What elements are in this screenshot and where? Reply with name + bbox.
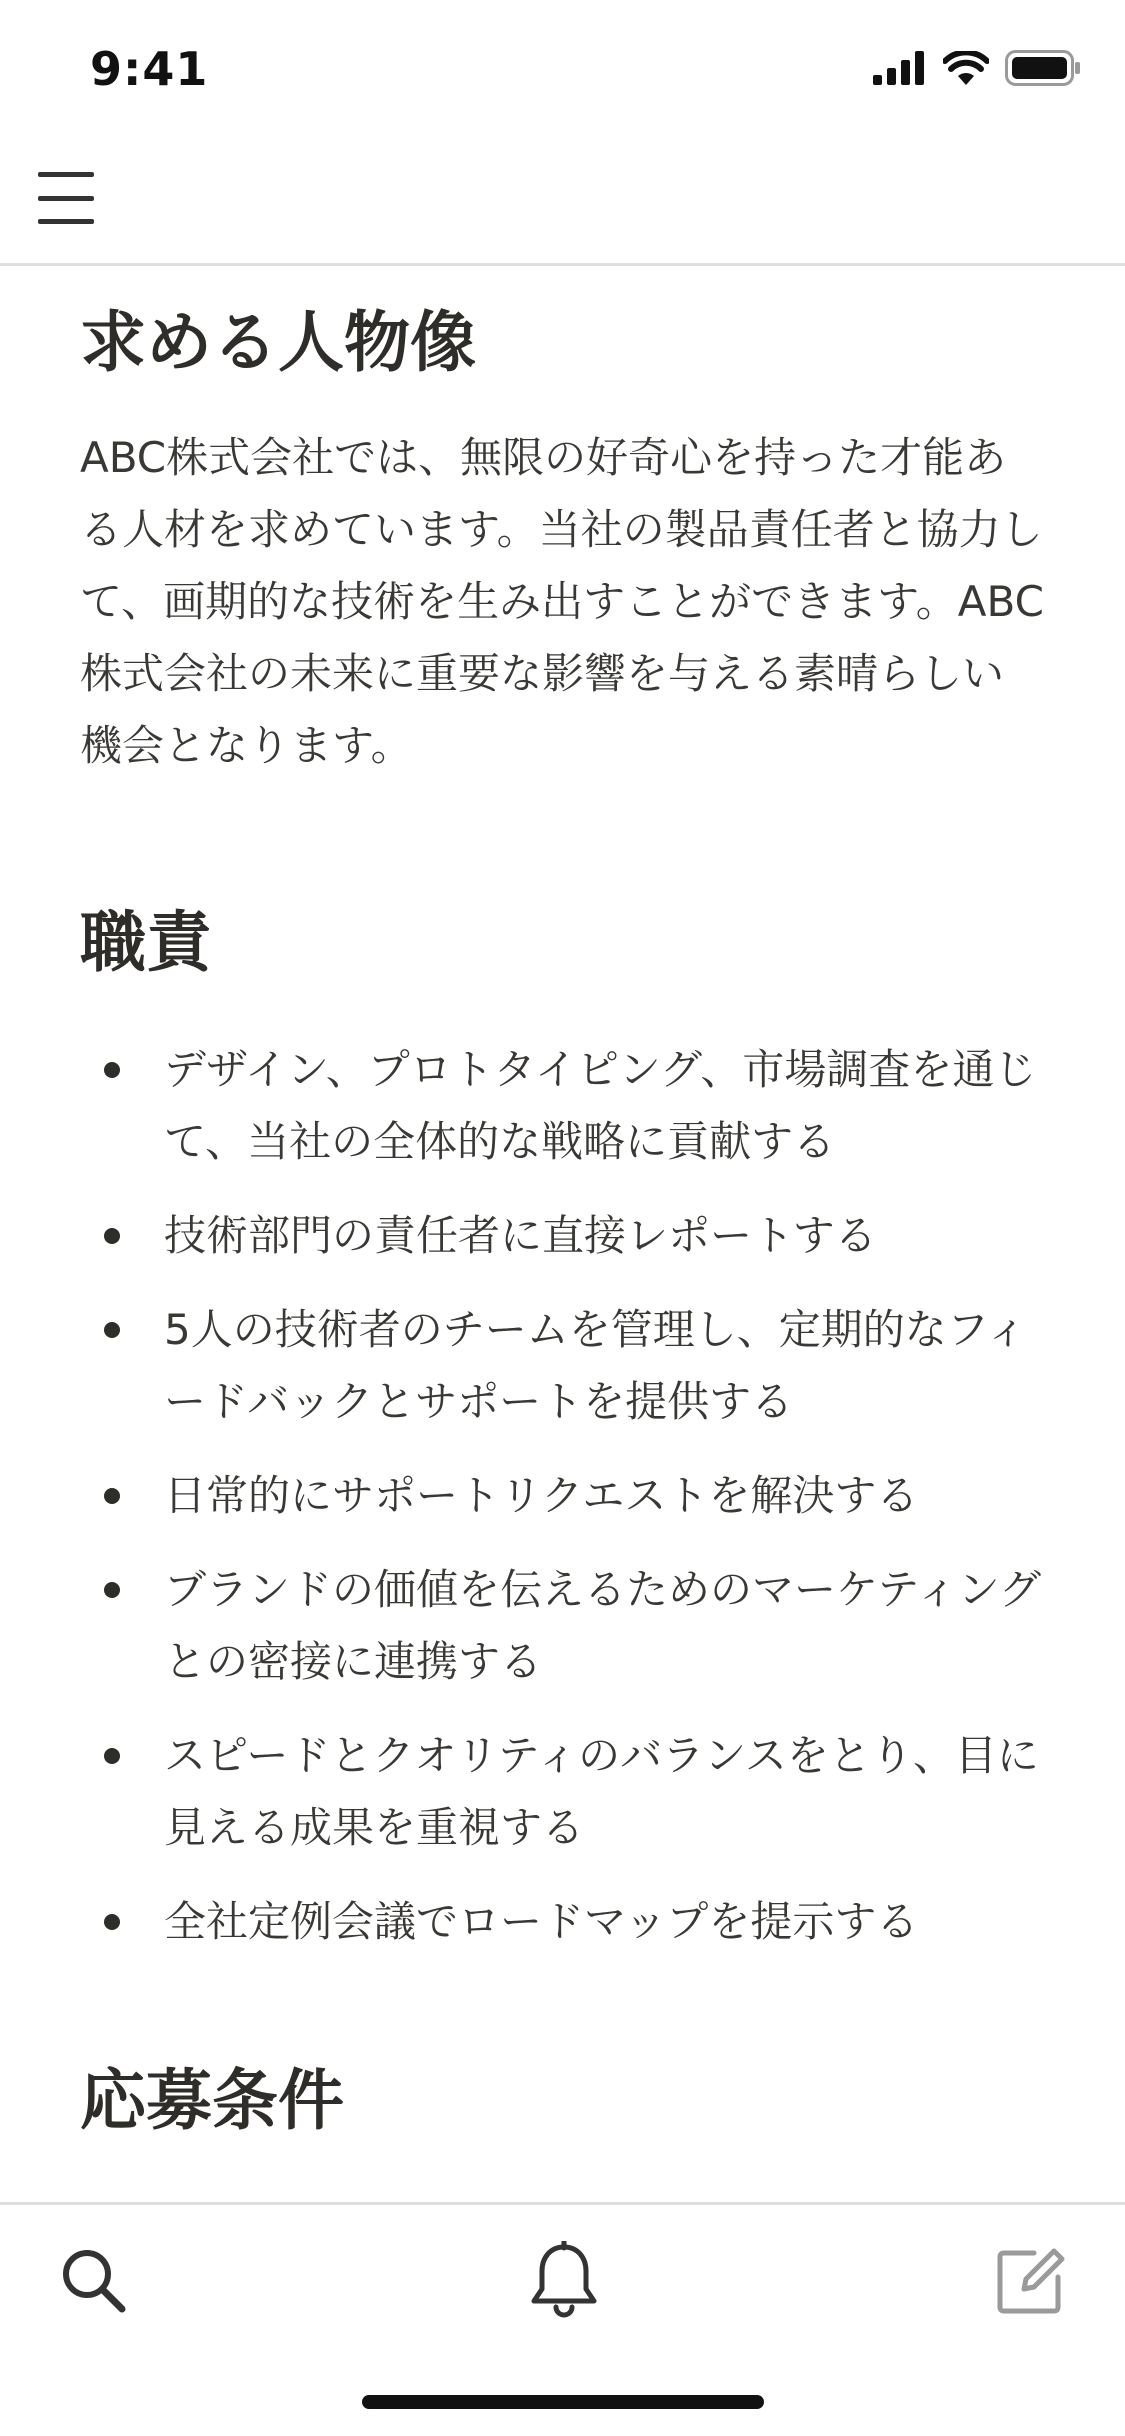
list-item: スピードとクオリティのバランスをとり、目に見える成果を重視する <box>80 1720 1045 1864</box>
job-description-content <box>0 268 1125 2202</box>
hamburger-menu-icon[interactable] <box>38 172 94 224</box>
list-item: ブランドの価値を伝えるためのマーケティングとの密接に連携する <box>80 1554 1045 1698</box>
status-icons <box>873 50 1081 90</box>
list-item: 5人の技術者のチームを管理し、定期的なフィードバックとサポートを提供する <box>80 1294 1045 1438</box>
section-heading-responsibilities: 職責 <box>80 904 212 981</box>
list-item: 全社定例会議でロードマップを提示する <box>80 1886 1045 1958</box>
search-button[interactable] <box>54 2241 134 2321</box>
section-heading-requirements: 応募条件 <box>80 2062 344 2139</box>
wifi-icon <box>943 51 989 89</box>
battery-icon <box>1005 50 1081 90</box>
section-heading-ideal-candidate: 求める人物像 <box>80 304 476 381</box>
status-time: 9:41 <box>90 42 209 96</box>
list-item: 技術部門の責任者に直接レポートする <box>80 1200 1045 1272</box>
list-item: デザイン、プロトタイピング、市場調査を通じて、当社の全体的な戦略に貢献する <box>80 1034 1045 1178</box>
ideal-candidate-paragraph: ABC株式会社では、無限の好奇心を持った才能ある人材を求めています。当社の製品責任者と協力して、画期的な技術を生み出すことができます。ABC株式会社の未来に重要な影響を与える素晴らしい機会となります。 <box>80 433 1044 770</box>
notifications-button[interactable] <box>524 2241 604 2321</box>
search-icon <box>58 2245 130 2317</box>
home-indicator[interactable] <box>362 2395 764 2409</box>
cellular-signal-icon <box>873 51 927 89</box>
bell-icon <box>528 2241 600 2321</box>
compose-icon <box>994 2245 1066 2317</box>
app-header <box>0 134 1125 266</box>
list-item: 日常的にサポートリクエストを解決する <box>80 1460 1045 1532</box>
responsibilities-list <box>80 1034 1045 1958</box>
status-bar <box>0 0 1125 134</box>
compose-button[interactable] <box>990 2241 1070 2321</box>
